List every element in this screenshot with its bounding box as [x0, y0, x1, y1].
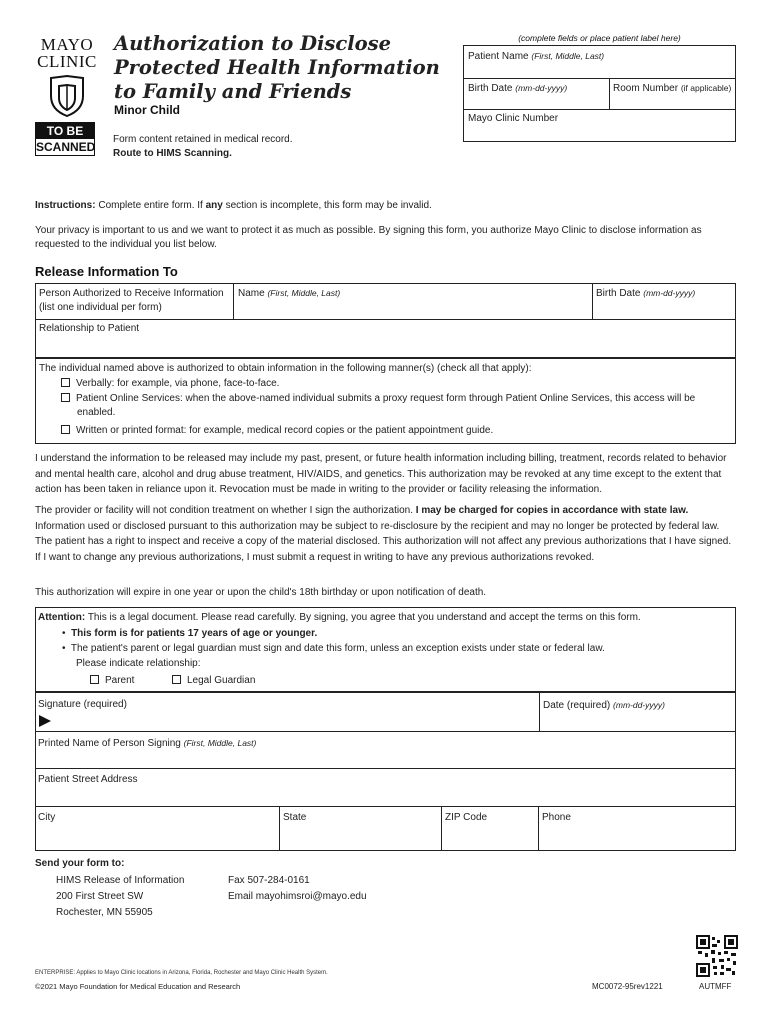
release-heading: Release Information To: [35, 264, 178, 279]
release-table: [35, 283, 736, 358]
logo-line-2: CLINIC: [37, 52, 97, 71]
room-number-hint: (if applicable): [680, 83, 732, 93]
mailing-address: [56, 873, 184, 921]
patient-label-hint: (complete fields or place patient label here): [518, 33, 681, 43]
patient-birth-field[interactable]: [468, 82, 567, 95]
title-line-2: Protected Health Information: [114, 56, 440, 79]
logo-line-1: MAYO: [40, 35, 94, 54]
fax-number: Fax 507-284-0161: [228, 875, 310, 886]
privacy-statement: Your privacy is important to us and we want to protect it as much as possible. By signing this form, you authorize Mayo Clinic to disclose information as requested to the individual you list below.: [35, 225, 702, 250]
form-title: [114, 32, 454, 104]
mcn-label: Mayo Clinic Number: [468, 113, 559, 124]
badge-top: TO BE: [36, 123, 94, 139]
birth-date-label: Birth Date: [468, 83, 513, 94]
room-number-field[interactable]: [613, 82, 731, 95]
instructions: [35, 199, 735, 213]
date-field[interactable]: [543, 699, 665, 712]
autmff-code: AUTMFF: [699, 982, 732, 991]
city-label: City: [38, 812, 56, 823]
address-line-3: Rochester, MN 55905: [56, 907, 153, 918]
online-services-checkbox[interactable]: [61, 393, 70, 402]
form-code: MC0072-95rev1221: [592, 982, 663, 991]
date-hint: (mm-dd-yyyy): [613, 700, 665, 710]
instructions-text-1: Complete entire form. If: [95, 200, 206, 211]
printed-name-hint: (First, Middle, Last): [183, 738, 257, 748]
attention-text: [38, 611, 730, 625]
badge-bottom: SCANNED: [36, 140, 96, 154]
verbally-checkbox[interactable]: [61, 378, 70, 387]
address-line-1: HIMS Release of Information: [56, 875, 185, 886]
room-number-label: Room Number: [613, 83, 679, 94]
online-services-label: Patient Online Services: when the above-named individual submits a proxy request form through Patient Online Services, this access will be enabled.: [76, 393, 696, 418]
attention-body: This is a legal document. Please read carefully. By signing, you agree that you understand and accept the terms on this form.: [85, 612, 641, 623]
recipient-name-field[interactable]: [238, 287, 340, 300]
title-line-1: Authorization to Disclose: [114, 32, 392, 55]
written-label: Written or printed format: for example, medical record copies or the patient appointment guide.: [76, 425, 494, 436]
attention-bullet-1: • This form is for patients 17 years of age or younger.: [62, 628, 318, 639]
patient-name-label: Patient Name: [468, 51, 529, 62]
patient-info-box: [463, 45, 736, 142]
recipient-birth-label: Birth Date: [596, 288, 641, 299]
person-authorized-label: Person Authorized to Receive Information (list one individual per form): [39, 288, 224, 313]
zip-field[interactable]: [445, 812, 487, 824]
bullet-1-text: This form is for patients 17 years of age or younger.: [71, 628, 318, 639]
mayo-clinic-logo: [36, 36, 98, 118]
parent-checkbox[interactable]: [90, 675, 99, 684]
recipient-birth-hint: (mm-dd-yyyy): [643, 288, 696, 298]
state-label: State: [283, 812, 307, 823]
conditions-bold: I may be charged for copies in accordance with state law.: [415, 505, 689, 516]
signature-label: Signature (required): [38, 699, 127, 710]
zip-label: ZIP Code: [445, 812, 488, 823]
attention-heading: Attention:: [38, 612, 86, 623]
relationship-field[interactable]: [39, 323, 139, 335]
recipient-name-hint: (First, Middle, Last): [267, 288, 341, 298]
phone-label: Phone: [542, 812, 571, 823]
signature-table: [35, 692, 736, 851]
conditions-text-a: The provider or facility will not condition treatment on whether I sign the authorization.: [35, 505, 416, 516]
instructions-heading: Instructions:: [35, 200, 96, 211]
conditions-text-c: Information used or disclosed pursuant to this authorization may be subject to re-disclosure by the recipient and may no longer be protected by federal law. The patient has a right to inspect and receive a copy of the material disclosed. This authorization will not affect any previous authorizations that I have signed. If I want to change any previous authorizations, I must submit a request in writing to have any previous authorizations revoked.: [35, 520, 732, 563]
qr-code-icon: [696, 935, 738, 977]
verbally-label: Verbally: for example, via phone, face-to-face.: [76, 378, 280, 389]
signature-field[interactable]: [38, 699, 127, 711]
expiration-paragraph: This authorization will expire in one year or upon the child's 18th birthday or upon notification of death.: [35, 587, 487, 598]
copyright: ©2021 Mayo Foundation for Medical Education and Research: [35, 982, 241, 991]
option-verbally[interactable]: [61, 377, 729, 391]
printed-name-field[interactable]: [38, 737, 256, 750]
title-line-3: to Family and Friends: [114, 80, 352, 103]
written-checkbox[interactable]: [61, 425, 70, 434]
parent-label: Parent: [105, 675, 135, 686]
route-note: Route to HIMS Scanning.: [113, 148, 232, 159]
sign-here-arrow-icon: [39, 715, 51, 727]
to-be-scanned-badge: [35, 122, 95, 156]
attention-box: [35, 607, 736, 692]
option-legal-guardian[interactable]: [172, 674, 255, 688]
patient-name-field[interactable]: [468, 50, 604, 63]
street-address-field[interactable]: [38, 774, 138, 786]
relationship-prompt: Please indicate relationship:: [76, 658, 201, 669]
conditions-paragraph: [35, 503, 737, 565]
phone-field[interactable]: [542, 812, 571, 824]
send-heading: Send your form to:: [35, 858, 125, 869]
retained-note: Form content retained in medical record.: [113, 134, 293, 145]
legal-guardian-checkbox[interactable]: [172, 675, 181, 684]
manner-box: [35, 358, 736, 444]
option-parent[interactable]: [90, 674, 134, 688]
attention-bullet-2: • The patient's parent or legal guardian must sign and date this form, unless an exception exists under state or federal law.: [62, 643, 605, 654]
patient-name-hint: (First, Middle, Last): [531, 51, 605, 61]
email-address: Email mayohimsroi@mayo.edu: [228, 891, 367, 902]
contact-info: [228, 873, 367, 905]
recipient-name-label: Name: [238, 288, 265, 299]
date-label: Date (required): [543, 700, 611, 711]
enterprise-note: ENTERPRISE: Applies to Mayo Clinic locations in Arizona, Florida, Rochester and Mayo Clinic Health System.: [35, 970, 328, 976]
street-address-label: Patient Street Address: [38, 774, 138, 785]
instructions-text-2: section is incomplete, this form may be invalid.: [222, 200, 432, 211]
legal-guardian-label: Legal Guardian: [187, 675, 256, 686]
manner-intro: The individual named above is authorized to obtain information in the following manner(s) (check all that apply):: [39, 363, 532, 374]
bullet-2-text: The patient's parent or legal guardian must sign and date this form, unless an exception exists under state or federal law.: [70, 643, 605, 654]
shields-icon: [47, 74, 87, 118]
mayo-clinic-number-field[interactable]: [468, 113, 558, 125]
form-subtitle: Minor Child: [114, 103, 180, 117]
relationship-label: Relationship to Patient: [39, 323, 140, 334]
state-field[interactable]: [283, 812, 306, 824]
option-written[interactable]: [61, 424, 729, 438]
city-field[interactable]: [38, 812, 55, 824]
recipient-birth-field[interactable]: [596, 287, 695, 300]
birth-date-hint: (mm-dd-yyyy): [515, 83, 568, 93]
instructions-any: any: [205, 200, 223, 211]
option-online-services[interactable]: [61, 392, 729, 420]
printed-name-label: Printed Name of Person Signing: [38, 738, 181, 749]
disclosure-paragraph: I understand the information to be released may include my past, present, or future health information including billing, treatment, records related to behavior and mental health care, alcohol and drug abuse treatment, HIV/AIDS, and genetics. This authorization may be revoked at any time except to the extent that action has been taken in reliance upon it. Revocation must be made in writing to the provider or facility releasing the information.: [35, 453, 727, 495]
address-line-2: 200 First Street SW: [56, 891, 144, 902]
